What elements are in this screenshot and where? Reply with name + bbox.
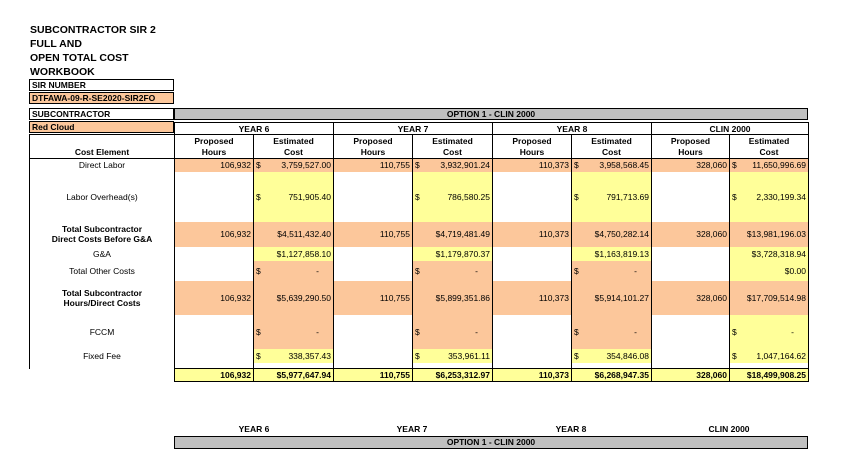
estimated-header: Estimated xyxy=(730,135,809,147)
cost-element-label: Total Other Costs xyxy=(30,261,175,281)
cost-cell[interactable] xyxy=(413,222,493,247)
amount: 3,932,901.24 xyxy=(440,160,490,171)
amount: 354,846.08 xyxy=(606,350,649,361)
hours-cell[interactable]: 328,060 xyxy=(652,222,730,247)
hours-cell[interactable] xyxy=(175,261,254,281)
cost-cell[interactable] xyxy=(730,172,809,222)
amount: $4,511,432.40 xyxy=(277,229,331,239)
year-footer: CLIN 2000 xyxy=(708,424,750,434)
cost-cell[interactable] xyxy=(413,281,493,315)
hours-cell[interactable] xyxy=(493,172,572,222)
cost-element-label xyxy=(30,281,175,315)
cost-value xyxy=(574,327,649,337)
cost-value xyxy=(732,327,806,337)
estimated-header: Estimated xyxy=(254,135,334,147)
amount: 11,650,996.69 xyxy=(752,160,806,171)
amount: $17,709,514.98 xyxy=(746,292,806,303)
totals-row xyxy=(30,369,809,382)
cost-header: Cost xyxy=(254,147,334,159)
amount: $13,981,196.03 xyxy=(746,229,806,239)
column-header-row-2 xyxy=(30,147,809,159)
year-header: YEAR 8 xyxy=(493,123,652,135)
column-header-row-1 xyxy=(30,135,809,147)
amount: $3,728,318.94 xyxy=(751,248,806,259)
currency-sign: $ xyxy=(256,350,261,361)
hours-cell[interactable]: 110,755 xyxy=(334,159,413,172)
totals-label-cell xyxy=(30,369,175,382)
cost-value xyxy=(256,249,331,259)
table-row xyxy=(30,281,809,315)
hours-cell[interactable] xyxy=(493,349,572,363)
year-footer: YEAR 6 xyxy=(238,424,270,434)
cost-cell[interactable] xyxy=(254,222,334,247)
table-row xyxy=(30,159,809,172)
year-header-row xyxy=(30,123,809,135)
cost-cell[interactable] xyxy=(572,159,652,172)
hours-cell[interactable]: 328,060 xyxy=(652,281,730,315)
amount: $4,719,481.49 xyxy=(435,229,490,239)
hours-cell[interactable] xyxy=(334,172,413,222)
currency-sign: $ xyxy=(415,191,420,202)
cost-element-label: FCCM xyxy=(30,315,175,349)
amount: $5,914,101.27 xyxy=(594,292,649,303)
amount: $5,639,290.50 xyxy=(276,292,331,303)
cost-cell[interactable] xyxy=(572,172,652,222)
cost-value xyxy=(574,351,649,361)
proposed-header: Proposed xyxy=(493,135,572,147)
amount: - xyxy=(316,265,319,276)
cost-cell[interactable] xyxy=(254,261,334,281)
option-footer: OPTION 1 - CLIN 2000 xyxy=(174,436,808,449)
hours-cell[interactable] xyxy=(334,247,413,261)
year-header: YEAR 6 xyxy=(175,123,334,135)
cost-cell[interactable] xyxy=(572,281,652,315)
cost-cell[interactable] xyxy=(730,349,809,363)
cost-table xyxy=(29,122,809,382)
hours-cell[interactable]: 110,373 xyxy=(493,159,572,172)
sir-number-value[interactable]: DTFAWA-09-R-SE2020-SIR2FO xyxy=(29,92,174,104)
amount: - xyxy=(634,265,637,276)
amount: 791,713.69 xyxy=(606,191,649,202)
currency-sign: $ xyxy=(415,326,420,337)
cost-value xyxy=(415,160,490,170)
cost-value xyxy=(415,327,490,337)
currency-sign: $ xyxy=(732,160,737,171)
cost-value xyxy=(256,327,331,337)
cost-cell[interactable] xyxy=(413,159,493,172)
hours-cell[interactable] xyxy=(334,315,413,349)
total-cost-cell: $18,499,908.25 xyxy=(730,369,809,382)
cost-cell[interactable] xyxy=(572,222,652,247)
currency-sign: $ xyxy=(732,350,737,361)
hours-cell[interactable]: 110,755 xyxy=(334,222,413,247)
cost-value xyxy=(732,192,806,202)
table-row xyxy=(30,222,809,247)
amount: $5,899,351.86 xyxy=(435,292,490,303)
cost-element-header: Cost Element xyxy=(30,147,175,159)
cost-value xyxy=(574,229,649,239)
subcontractor-value[interactable]: Red Cloud xyxy=(29,121,174,133)
amount: $1,163,819.13 xyxy=(594,248,649,259)
total-hours-cell: 110,373 xyxy=(493,369,572,382)
proposed-header: Proposed xyxy=(652,135,730,147)
cost-cell[interactable] xyxy=(413,261,493,281)
proposed-header: Proposed xyxy=(175,135,254,147)
cost-cell[interactable] xyxy=(254,349,334,363)
table-row xyxy=(30,247,809,261)
amount: 751,905.40 xyxy=(288,191,331,202)
hours-header: Hours xyxy=(334,147,413,159)
cost-cell[interactable] xyxy=(730,247,809,261)
hours-header: Hours xyxy=(493,147,572,159)
workbook-title xyxy=(30,23,180,79)
table-row xyxy=(30,349,809,363)
amount: 3,759,527.00 xyxy=(281,160,331,171)
cost-value xyxy=(415,229,490,239)
currency-sign: $ xyxy=(574,326,579,337)
cost-value xyxy=(732,229,806,239)
amount: - xyxy=(316,326,319,337)
cost-cell[interactable] xyxy=(413,247,493,261)
cost-value xyxy=(732,351,806,361)
amount: $0.00 xyxy=(784,265,806,276)
cost-header: Cost xyxy=(730,147,809,159)
hours-cell[interactable] xyxy=(175,349,254,363)
cost-value xyxy=(415,266,490,276)
currency-sign: $ xyxy=(256,160,261,171)
amount: 2,330,199.34 xyxy=(756,191,806,202)
sir-number-label: SIR NUMBER xyxy=(29,79,174,91)
hours-cell[interactable] xyxy=(493,247,572,261)
cost-value xyxy=(415,192,490,202)
cost-value xyxy=(415,293,490,303)
cost-cell[interactable] xyxy=(572,349,652,363)
cost-value xyxy=(574,266,649,276)
total-hours-cell: 106,932 xyxy=(175,369,254,382)
hours-cell[interactable] xyxy=(175,247,254,261)
currency-sign: $ xyxy=(256,265,261,276)
hours-cell[interactable] xyxy=(334,349,413,363)
estimated-header: Estimated xyxy=(572,135,652,147)
currency-sign: $ xyxy=(732,191,737,202)
estimated-header: Estimated xyxy=(413,135,493,147)
cost-value xyxy=(732,266,806,276)
cost-cell[interactable] xyxy=(254,281,334,315)
hours-cell[interactable]: 106,932 xyxy=(175,281,254,315)
total-hours-cell: 110,755 xyxy=(334,369,413,382)
amount: 786,580.25 xyxy=(447,191,490,202)
hours-cell[interactable]: 110,373 xyxy=(493,281,572,315)
cost-cell[interactable] xyxy=(730,315,809,349)
cost-value xyxy=(415,249,490,259)
cost-cell[interactable] xyxy=(730,222,809,247)
cost-value xyxy=(256,160,331,170)
label-line: Hours/Direct Costs xyxy=(63,297,141,308)
title-line-4: WORKBOOK xyxy=(30,66,95,78)
cost-value xyxy=(574,293,649,303)
table-row xyxy=(30,261,809,281)
cost-cell[interactable] xyxy=(254,247,334,261)
cost-value xyxy=(256,229,331,239)
total-cost-cell: $5,977,647.94 xyxy=(254,369,334,382)
hours-cell[interactable]: 106,932 xyxy=(175,222,254,247)
cost-value xyxy=(732,293,806,303)
amount: 353,961.11 xyxy=(448,350,490,361)
hours-header: Hours xyxy=(652,147,730,159)
year-header: YEAR 7 xyxy=(334,123,493,135)
cost-element-label xyxy=(30,222,175,247)
label-line: Direct Costs Before G&A xyxy=(51,234,153,244)
amount: $1,127,858.10 xyxy=(276,248,331,259)
year-footer: YEAR 8 xyxy=(555,424,587,434)
hours-cell[interactable]: 110,755 xyxy=(334,281,413,315)
amount: $4,750,282.14 xyxy=(594,229,649,239)
amount: 3,958,568.45 xyxy=(599,160,649,171)
hours-cell[interactable]: 106,932 xyxy=(175,159,254,172)
cost-cell[interactable] xyxy=(254,159,334,172)
cost-value xyxy=(574,249,649,259)
hours-cell[interactable]: 110,373 xyxy=(493,222,572,247)
cost-cell[interactable] xyxy=(254,172,334,222)
cost-cell[interactable] xyxy=(730,281,809,315)
cost-value xyxy=(732,249,806,259)
year-header: CLIN 2000 xyxy=(652,123,809,135)
cost-value xyxy=(574,160,649,170)
hours-cell[interactable] xyxy=(334,261,413,281)
amount: 338,357.43 xyxy=(288,350,331,361)
cost-cell[interactable] xyxy=(413,349,493,363)
title-line-2: FULL AND xyxy=(30,38,82,50)
amount: - xyxy=(475,265,478,276)
hours-cell[interactable]: 328,060 xyxy=(652,159,730,172)
table-row xyxy=(30,172,809,222)
currency-sign: $ xyxy=(256,326,261,337)
currency-sign: $ xyxy=(732,326,737,337)
hours-cell[interactable] xyxy=(652,349,730,363)
currency-sign: $ xyxy=(574,191,579,202)
currency-sign: $ xyxy=(256,191,261,202)
cost-element-label: Labor Overhead(s) xyxy=(30,172,175,222)
amount: $1,179,870.37 xyxy=(435,248,490,259)
amount: 1,047,164.62 xyxy=(756,350,806,361)
cost-value xyxy=(256,351,331,361)
cost-value xyxy=(574,192,649,202)
option-header: OPTION 1 - CLIN 2000 xyxy=(174,108,808,120)
currency-sign: $ xyxy=(574,160,579,171)
hours-cell[interactable] xyxy=(652,261,730,281)
cost-cell[interactable] xyxy=(254,315,334,349)
currency-sign: $ xyxy=(415,265,420,276)
cost-value xyxy=(415,351,490,361)
amount: - xyxy=(634,326,637,337)
cost-value xyxy=(256,293,331,303)
cost-cell[interactable] xyxy=(572,247,652,261)
year-footer: YEAR 7 xyxy=(396,424,428,434)
hours-cell[interactable] xyxy=(652,172,730,222)
cost-cell[interactable] xyxy=(730,159,809,172)
title-line-3: OPEN TOTAL COST xyxy=(30,52,129,64)
currency-sign: $ xyxy=(574,350,579,361)
cost-header: Cost xyxy=(572,147,652,159)
cost-cell[interactable] xyxy=(730,261,809,281)
cost-value xyxy=(732,160,806,170)
title-line-1: SUBCONTRACTOR SIR 2 xyxy=(30,24,156,36)
cost-cell[interactable] xyxy=(572,261,652,281)
hours-cell[interactable] xyxy=(175,315,254,349)
cost-cell[interactable] xyxy=(413,315,493,349)
cost-header: Cost xyxy=(413,147,493,159)
amount: - xyxy=(475,326,478,337)
currency-sign: $ xyxy=(415,160,420,171)
hours-cell[interactable] xyxy=(652,315,730,349)
cost-element-label: Direct Labor xyxy=(30,159,175,172)
cost-element-label: Fixed Fee xyxy=(30,349,175,363)
currency-sign: $ xyxy=(415,350,420,361)
hours-cell[interactable] xyxy=(175,172,254,222)
cost-value xyxy=(256,192,331,202)
subcontractor-label: SUBCONTRACTOR xyxy=(29,108,174,120)
proposed-header: Proposed xyxy=(334,135,413,147)
cost-cell[interactable] xyxy=(413,172,493,222)
currency-sign: $ xyxy=(574,265,579,276)
amount: - xyxy=(791,326,794,337)
label-line: Total Subcontractor xyxy=(61,287,143,298)
hours-header: Hours xyxy=(175,147,254,159)
table-row xyxy=(30,315,809,349)
total-hours-cell: 328,060 xyxy=(652,369,730,382)
cost-value xyxy=(256,266,331,276)
hours-cell[interactable] xyxy=(493,315,572,349)
hours-cell[interactable] xyxy=(652,247,730,261)
cost-cell[interactable] xyxy=(572,315,652,349)
cost-element-label: G&A xyxy=(30,247,175,261)
total-cost-cell: $6,268,947.35 xyxy=(572,369,652,382)
label-line: Total Subcontractor xyxy=(61,224,143,234)
hours-cell[interactable] xyxy=(493,261,572,281)
total-cost-cell: $6,253,312.97 xyxy=(413,369,493,382)
